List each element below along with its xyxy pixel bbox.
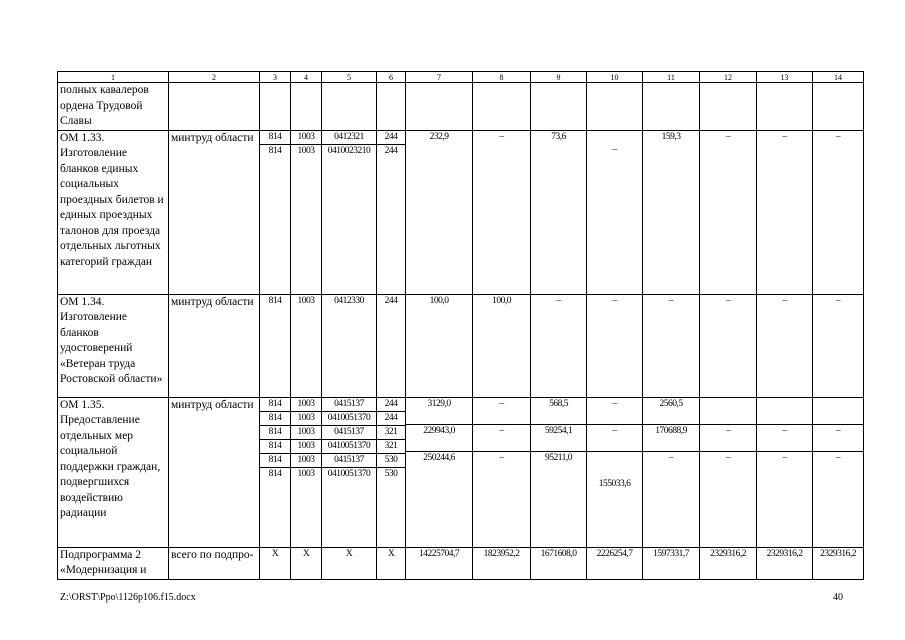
target-code: 0410051370 (322, 411, 376, 425)
table-row (58, 130, 864, 294)
section-code: 1003 (297, 131, 315, 142)
amount: – (587, 424, 642, 438)
amount: – (835, 295, 841, 306)
expense-code: 244 (384, 131, 398, 142)
amount: – (668, 295, 674, 306)
col-header: 5 (322, 72, 377, 83)
table-row (58, 547, 864, 579)
amount: 232,9 (429, 131, 449, 142)
col-header: 6 (377, 72, 406, 83)
col-header: 11 (643, 72, 700, 83)
footer-file-path: Z:\ORST\Ppo\1126p106.f15.docx (60, 592, 196, 603)
amount: – (499, 398, 504, 409)
expense-code: 244 (377, 411, 405, 425)
target-code: 0415137 (322, 453, 376, 467)
col-header: 8 (473, 72, 531, 83)
grbs-code: 814 (260, 144, 290, 158)
amount: – (556, 295, 561, 306)
amount: – (725, 295, 731, 306)
amount: – (473, 424, 530, 438)
table-row (58, 294, 864, 397)
col-header: 3 (260, 72, 291, 83)
amount: 229943,0 (406, 424, 472, 438)
target-code: Х (345, 548, 353, 559)
grbs-code: 814 (260, 467, 290, 481)
col-header: 7 (406, 72, 473, 83)
grbs-code: 814 (260, 453, 290, 467)
amount: – (473, 451, 530, 465)
measure-name: ОМ 1.35. Предоставление отдельных мер социальной поддержки граждан, подвергшихся воздействию радиации (58, 397, 169, 547)
amount: – (813, 451, 863, 465)
amount: – (612, 144, 617, 155)
expense-code: 244 (384, 295, 398, 306)
amount: 14225704,7 (418, 548, 460, 559)
target-code: 0410023210 (322, 144, 376, 158)
amount: 100,0 (429, 295, 449, 306)
grbs-code: Х (271, 548, 279, 559)
target-code: 0412321 (334, 131, 364, 142)
amount: – (782, 295, 787, 306)
amount: 170688,9 (643, 424, 699, 438)
amount: – (612, 295, 617, 306)
amount: 568,5 (549, 398, 568, 409)
amount: – (700, 451, 756, 465)
section-code: 1003 (291, 439, 321, 453)
col-header: 9 (531, 72, 587, 83)
measure-name: ОМ 1.33. Изготовление бланков единых социальных проездных билетов и единых проездных талонов для проезда отдельных льготных категорий граждан (58, 130, 169, 294)
section-code: 1003 (291, 144, 321, 158)
section-code: 1003 (297, 398, 315, 409)
expense-code: 321 (377, 425, 405, 439)
target-code: 0410051370 (322, 467, 376, 481)
target-code: 0410051370 (322, 439, 376, 453)
amount: 2329316,2 (820, 548, 856, 559)
col-header: 4 (291, 72, 322, 83)
col-header: 13 (757, 72, 813, 83)
expense-code: 244 (384, 398, 398, 409)
subprogram-name: Подпрограмма 2 «Модернизация и (58, 547, 169, 579)
expense-code: 321 (377, 439, 405, 453)
measure-name: полных кавалеров ордена Трудовой Славы (58, 83, 169, 131)
page-number: 40 (833, 592, 843, 603)
amount: 155033,6 (598, 478, 631, 489)
expense-code: 244 (377, 144, 405, 158)
amount: 2226254,7 (596, 548, 633, 559)
grbs-code: 814 (260, 439, 290, 453)
amount: 3129,0 (427, 398, 451, 409)
section-code: 1003 (291, 467, 321, 481)
col-header: 2 (169, 72, 260, 83)
amount: – (835, 131, 841, 142)
col-header: 10 (587, 72, 643, 83)
amount: 2560,5 (659, 398, 683, 409)
expense-code: 530 (377, 467, 405, 481)
section-code: 1003 (291, 425, 321, 439)
target-code: 0412330 (334, 295, 364, 306)
measure-name: ОМ 1.34. Изготовление бланков удостоверений «Ветеран труда Ростовской области» (58, 294, 169, 397)
grbs-code: 814 (260, 425, 290, 439)
amount: 2329316,2 (766, 548, 803, 559)
grbs-code: 814 (268, 295, 282, 306)
section-code: Х (302, 548, 310, 559)
executor: всего по подпро- (169, 547, 260, 579)
amount: 1597331,7 (653, 548, 689, 559)
amount: – (757, 424, 812, 438)
amount: – (612, 398, 617, 409)
amount: – (700, 424, 756, 438)
target-code: 0415137 (334, 398, 364, 409)
amount: – (813, 424, 863, 438)
target-code: 0415137 (322, 425, 376, 439)
executor: минтруд области (169, 130, 260, 294)
amount: – (782, 131, 787, 142)
amount: 1671608,0 (540, 548, 577, 559)
column-number-row (58, 72, 864, 83)
grbs-code: 814 (260, 411, 290, 425)
section-code: 1003 (291, 453, 321, 467)
col-header: 14 (813, 72, 864, 83)
amount: – (499, 131, 504, 142)
amount: – (757, 451, 812, 465)
amount: 59254,1 (531, 424, 586, 438)
amount: – (643, 451, 699, 465)
budget-table (57, 71, 864, 580)
section-code: 1003 (291, 411, 321, 425)
amount: – (725, 131, 731, 142)
executor: минтруд области (169, 397, 260, 547)
col-header: 1 (58, 72, 169, 83)
grbs-code: 814 (268, 398, 282, 409)
amount: 2329316,2 (710, 548, 746, 559)
amount: 95211,0 (531, 451, 586, 465)
amount: 1823952,2 (483, 548, 520, 559)
amount: 100,0 (492, 295, 511, 306)
amount: 159,3 (661, 131, 681, 142)
table-row (58, 83, 864, 131)
expense-code: 530 (377, 453, 405, 467)
amount: 73,6 (551, 131, 566, 142)
executor: минтруд области (169, 294, 260, 397)
expense-code: Х (387, 548, 395, 559)
table-row (58, 397, 864, 547)
grbs-code: 814 (268, 131, 282, 142)
col-header: 12 (700, 72, 757, 83)
section-code: 1003 (297, 295, 315, 306)
amount: 250244,6 (406, 451, 472, 465)
